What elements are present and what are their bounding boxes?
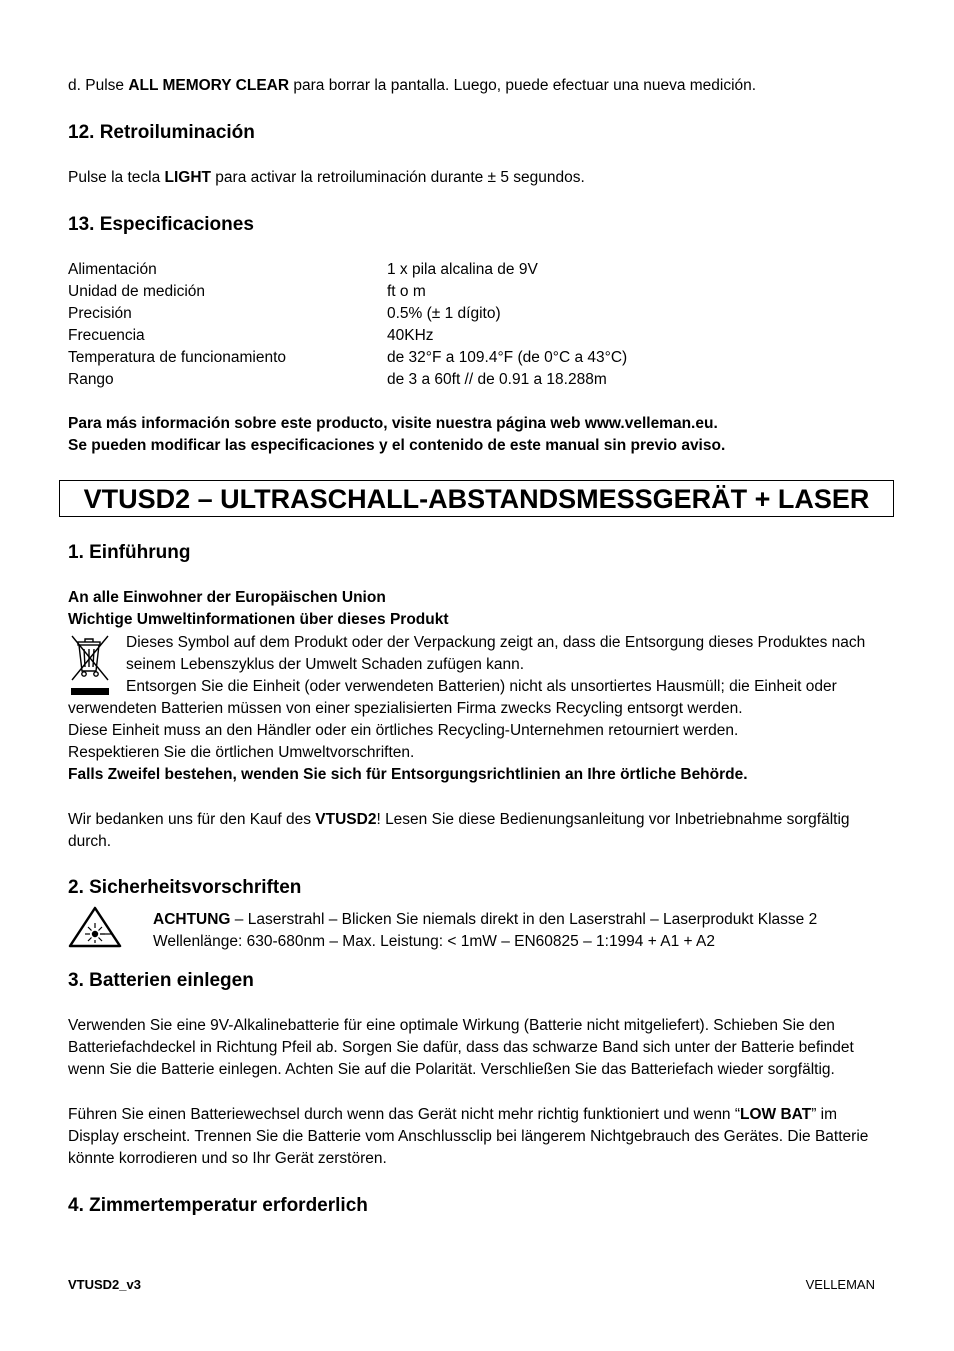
warning-key: ACHTUNG <box>153 911 231 928</box>
spec-row <box>68 281 886 303</box>
spec-row <box>68 303 886 325</box>
weee-line-2: seinem Lebenszyklus der Umwelt Schaden zufügen kann. <box>126 656 525 673</box>
spec-value: de 32°F a 109.4°F (de 0°C a 43°C) <box>387 349 628 366</box>
spec-value: 40KHz <box>387 327 434 344</box>
battery-p2-prefix: Führen Sie einen Batteriewechsel durch wenn das Gerät nicht mehr richtig funktioniert und wenn “ <box>68 1106 741 1123</box>
heading-zimmertemperatur: 4. Zimmertemperatur erforderlich <box>68 1195 368 1216</box>
thanks-suffix: ! Lesen Sie diese Bedienungsanleitung vor Inbetriebnahme sorgfältig <box>376 811 850 828</box>
spec-table <box>68 259 886 391</box>
spec-value: de 3 a 60ft // de 0.91 a 18.288m <box>387 371 607 388</box>
weee-line-4: verwendeten Batterien müssen von einer spezialisierten Firma zwecks Recycling entsorgt werden. <box>68 700 743 717</box>
spec-value: 0.5% (± 1 dígito) <box>387 305 501 322</box>
weee-bold: Falls Zweifel bestehen, wenden Sie sich für Entsorgungsrichtlinien an Ihre örtliche Behörde. <box>68 766 748 783</box>
thanks-product: VTUSD2 <box>315 811 377 828</box>
step-d-prefix: d. Pulse <box>68 77 129 94</box>
thanks-line-2: durch. <box>68 833 112 850</box>
weee-bin-icon <box>68 632 113 698</box>
step-d <box>68 75 886 97</box>
weee-line-1: Dieses Symbol auf dem Produkt oder der Verpackung zeigt an, dass die Entsorgung dieses Produktes nach <box>126 634 866 651</box>
heading-batterien: 3. Batterien einlegen <box>68 970 254 991</box>
spec-label: Alimentación <box>68 261 157 278</box>
battery-p1-line-3: wenn Sie die Batterie einlegen. Achten Sie auf die Polarität. Verschließen Sie das Batteriefach wieder sorgfältig. <box>68 1061 835 1078</box>
battery-p1-line-2: Batteriefachdeckel in Richtung Pfeil ab. Sorgen Sie dafür, dass das schwarze Band sich unter der Batterie befindet <box>68 1039 854 1056</box>
weee-line-3: Entsorgen Sie die Einheit (oder verwendeten Batterien) nicht als unsortiertes Hausmüll; die Einheit oder <box>126 678 837 695</box>
battery-p2-line-1 <box>68 1104 886 1126</box>
spec-row <box>68 259 886 281</box>
spec-row <box>68 325 886 347</box>
heading-sicherheit: 2. Sicherheitsvorschriften <box>68 877 302 898</box>
retroiluminacion-text <box>68 167 886 189</box>
battery-p1-line-1: Verwenden Sie eine 9V-Alkalinebatterie für eine optimale Wirkung (Batterie nicht mitgeliefert). Schieben Sie den <box>68 1017 835 1034</box>
footer-doc-id: VTUSD2_v3 <box>68 1277 141 1292</box>
section-banner: VTUSD2 – ULTRASCHALL-ABSTANDSMESSGERÄT + LASER <box>59 480 894 517</box>
retro-suffix: para activar la retroiluminación durante ± 5 segundos. <box>211 169 585 186</box>
note-more-info: Para más información sobre este producto, visite nuestra página web www.velleman.eu. <box>68 415 718 432</box>
spec-label: Temperatura de funcionamiento <box>68 349 286 366</box>
spec-label: Frecuencia <box>68 327 145 344</box>
heading-especificaciones: 13. Especificaciones <box>68 214 254 235</box>
step-d-suffix: para borrar la pantalla. Luego, puede efectuar una nueva medición. <box>289 77 757 94</box>
weee-line-5: Diese Einheit muss an den Händler oder ein örtliches Recycling-Unternehmen retourniert werden. <box>68 722 739 739</box>
spec-row <box>68 347 886 369</box>
eu-heading-2: Wichtige Umweltinformationen über dieses Produkt <box>68 611 449 628</box>
warning-text: – Laserstrahl – Blicken Sie niemals direkt in den Laserstrahl – Laserprodukt Klasse 2 <box>230 911 818 928</box>
laser-warning-line-2: Wellenlänge: 630-680nm – Max. Leistung: < 1mW – EN60825 – 1:1994 + A1 + A2 <box>153 933 715 950</box>
laser-warning-icon <box>67 905 123 949</box>
battery-p2-line-3: könnte korrodieren und so Ihr Gerät zerstören. <box>68 1150 387 1167</box>
battery-p2-suffix: ” im <box>811 1106 838 1123</box>
spec-row <box>68 369 886 391</box>
step-d-key: ALL MEMORY CLEAR <box>128 77 290 94</box>
spec-label: Precisión <box>68 305 132 322</box>
heading-einfuehrung: 1. Einführung <box>68 542 191 563</box>
spec-value: 1 x pila alcalina de 9V <box>387 261 538 278</box>
eu-heading-1: An alle Einwohner der Europäischen Union <box>68 589 386 606</box>
thanks-line-1 <box>68 809 886 831</box>
spec-label: Unidad de medición <box>68 283 206 300</box>
retro-prefix: Pulse la tecla <box>68 169 165 186</box>
spec-value: ft o m <box>387 283 426 300</box>
weee-line-6: Respektieren Sie die örtlichen Umweltvorschriften. <box>68 744 415 761</box>
battery-p2-key: LOW BAT <box>740 1106 812 1123</box>
note-changes: Se pueden modificar las especificaciones y el contenido de este manual sin previo aviso. <box>68 437 726 454</box>
laser-warning-line-1 <box>153 909 894 931</box>
heading-retroiluminacion: 12. Retroiluminación <box>68 122 255 143</box>
footer-brand: VELLEMAN <box>805 1277 875 1292</box>
thanks-prefix: Wir bedanken uns für den Kauf des <box>68 811 316 828</box>
retro-key: LIGHT <box>164 169 211 186</box>
battery-p2-line-2: Display erscheint. Trennen Sie die Batterie vom Anschlussclip bei längerem Nichtgebrauch des Gerätes. Die Batterie <box>68 1128 869 1145</box>
spec-label: Rango <box>68 371 114 388</box>
